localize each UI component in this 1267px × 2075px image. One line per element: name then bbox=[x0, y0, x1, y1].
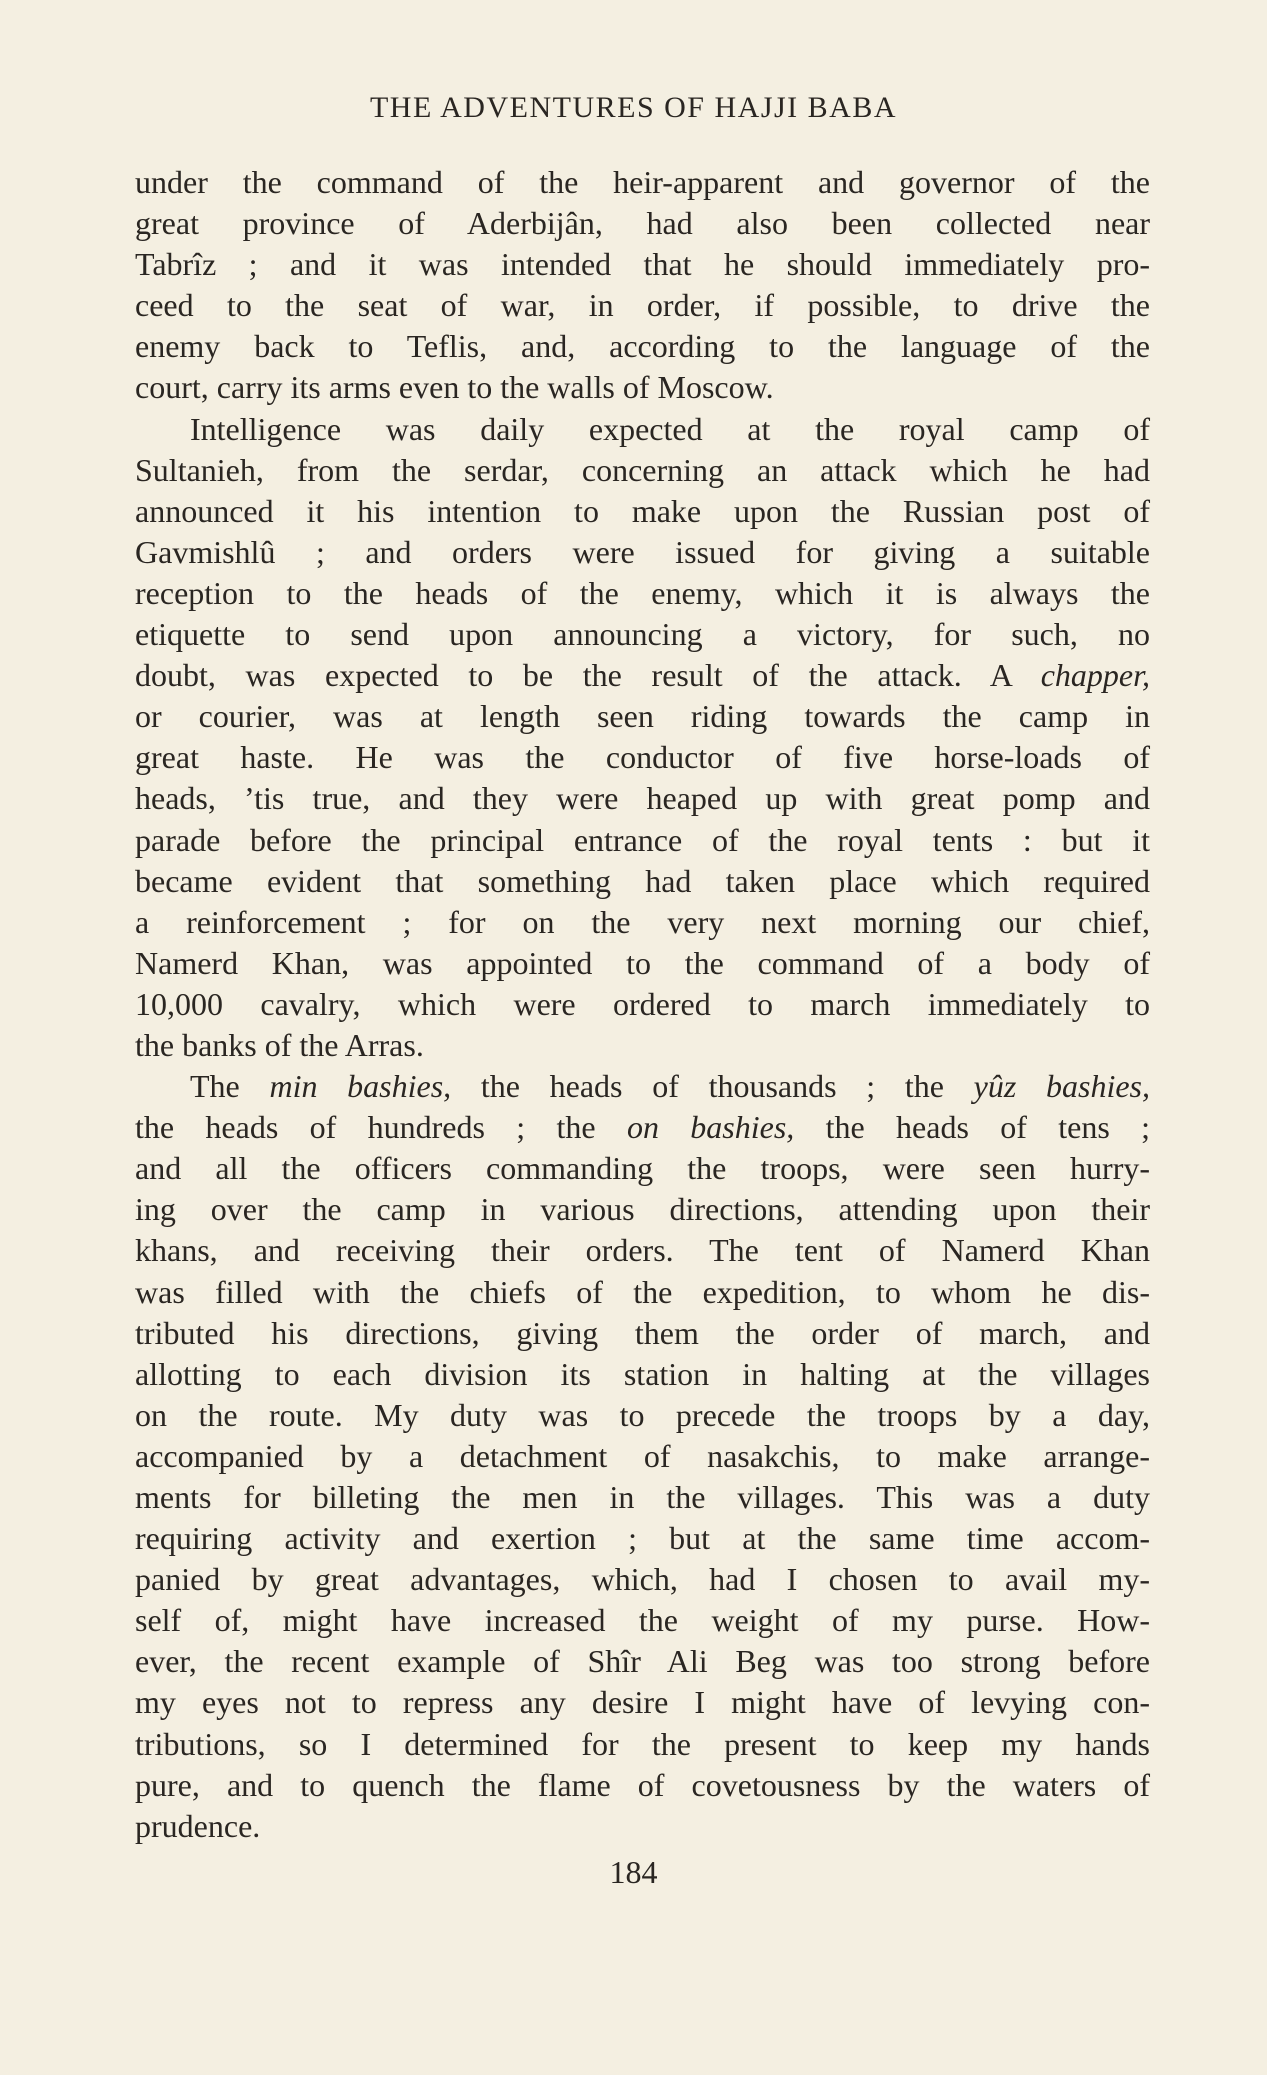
text-line: great haste. He was the conductor of five horse-loads of bbox=[135, 739, 1150, 776]
text-line: a reinforcement ; for on the very next morning our chief, bbox=[135, 903, 1150, 940]
text-line: the banks of the Arras. bbox=[135, 1026, 424, 1063]
text-line: requiring activity and exertion ; but at the same time accom- bbox=[135, 1520, 1150, 1557]
text-line: tributions, so I determined for the present to keep my hands bbox=[135, 1725, 1150, 1762]
text-line: etiquette to send upon announcing a victory, for such, no bbox=[135, 616, 1150, 653]
text-line: allotting to each division its station in halting at the villages bbox=[135, 1355, 1150, 1392]
text-line-mixed bbox=[135, 655, 1150, 696]
text-line: Namerd Khan, was appointed to the command of a body of bbox=[135, 944, 1150, 981]
text-run: A bbox=[989, 657, 1012, 694]
text-line: ing over the camp in various directions, attending upon their bbox=[135, 1191, 1150, 1228]
text-line: or courier, was at length seen riding towards the camp in bbox=[135, 698, 1150, 735]
body-text bbox=[135, 162, 1150, 1847]
text-run: the heads of thousands ; the bbox=[480, 1068, 944, 1105]
text-line: heads, ’tis true, and they were heaped up with great pomp and bbox=[135, 780, 1150, 817]
text-line: Gavmishlû ; and orders were issued for giving a suitable bbox=[135, 533, 1150, 570]
text-line: pure, and to quench the flame of covetousness by the waters of bbox=[135, 1766, 1150, 1803]
paragraph-start-line: Intelligence was daily expected at the royal camp of bbox=[190, 410, 1150, 447]
text-line: great province of Aderbijân, had also been collected near bbox=[135, 205, 1150, 242]
italic-term: min bashies, bbox=[269, 1068, 452, 1105]
italic-term: yûz bashies, bbox=[973, 1068, 1151, 1105]
text-line: enemy back to Teflis, and, according to the language of the bbox=[135, 328, 1150, 365]
text-run: doubt, was expected to be the result of the attack. bbox=[135, 657, 962, 694]
page-number: 184 bbox=[609, 1854, 658, 1890]
running-head: THE ADVENTURES OF HAJJI BABA bbox=[369, 91, 898, 124]
text-line: was filled with the chiefs of the expedition, to whom he dis- bbox=[135, 1273, 1150, 1310]
text-line: and all the officers commanding the troops, were seen hurry- bbox=[135, 1150, 1150, 1187]
paragraph-start-line-mixed bbox=[135, 1066, 1150, 1107]
text-line: self of, might have increased the weight of my purse. How- bbox=[135, 1602, 1150, 1639]
text-line: 10,000 cavalry, which were ordered to march immediately to bbox=[135, 985, 1150, 1022]
text-line: parade before the principal entrance of the royal tents : but it bbox=[135, 821, 1150, 858]
text-line: ments for billeting the men in the villages. This was a duty bbox=[135, 1479, 1150, 1515]
italic-term: on bashies, bbox=[626, 1109, 795, 1146]
text-run: The bbox=[190, 1068, 240, 1105]
text-run: the heads of hundreds ; the bbox=[135, 1109, 596, 1146]
text-line: under the command of the heir-apparent and governor of the bbox=[135, 164, 1150, 200]
text-run: the heads of tens ; bbox=[825, 1109, 1151, 1146]
text-line: khans, and receiving their orders. The tent of Namerd Khan bbox=[135, 1232, 1150, 1269]
text-line: Tabrîz ; and it was intended that he should immediately pro- bbox=[135, 246, 1150, 283]
text-line: my eyes not to repress any desire I might have of levying con- bbox=[135, 1684, 1150, 1721]
text-line: reception to the heads of the enemy, which it is always the bbox=[135, 574, 1150, 611]
text-line: became evident that something had taken place which required bbox=[135, 862, 1150, 899]
text-line: court, carry its arms even to the walls of Moscow. bbox=[135, 369, 774, 406]
italic-term: chapper, bbox=[1040, 657, 1151, 694]
text-line: tributed his directions, giving them the order of march, and bbox=[135, 1314, 1150, 1351]
text-line: ceed to the seat of war, in order, if possible, to drive the bbox=[135, 287, 1150, 324]
text-line: accompanied by a detachment of nasakchis, to make arrange- bbox=[135, 1437, 1150, 1474]
text-line: ever, the recent example of Shîr Ali Beg was too strong before bbox=[135, 1643, 1150, 1680]
text-line-mixed bbox=[135, 1107, 1150, 1148]
text-line: Sultanieh, from the serdar, concerning an attack which he had bbox=[135, 451, 1150, 488]
text-line: on the route. My duty was to precede the troops by a day, bbox=[135, 1396, 1150, 1433]
text-line: panied by great advantages, which, had I chosen to avail my- bbox=[135, 1561, 1150, 1598]
text-line: prudence. bbox=[135, 1807, 261, 1844]
text-line: announced it his intention to make upon the Russian post of bbox=[135, 492, 1150, 529]
